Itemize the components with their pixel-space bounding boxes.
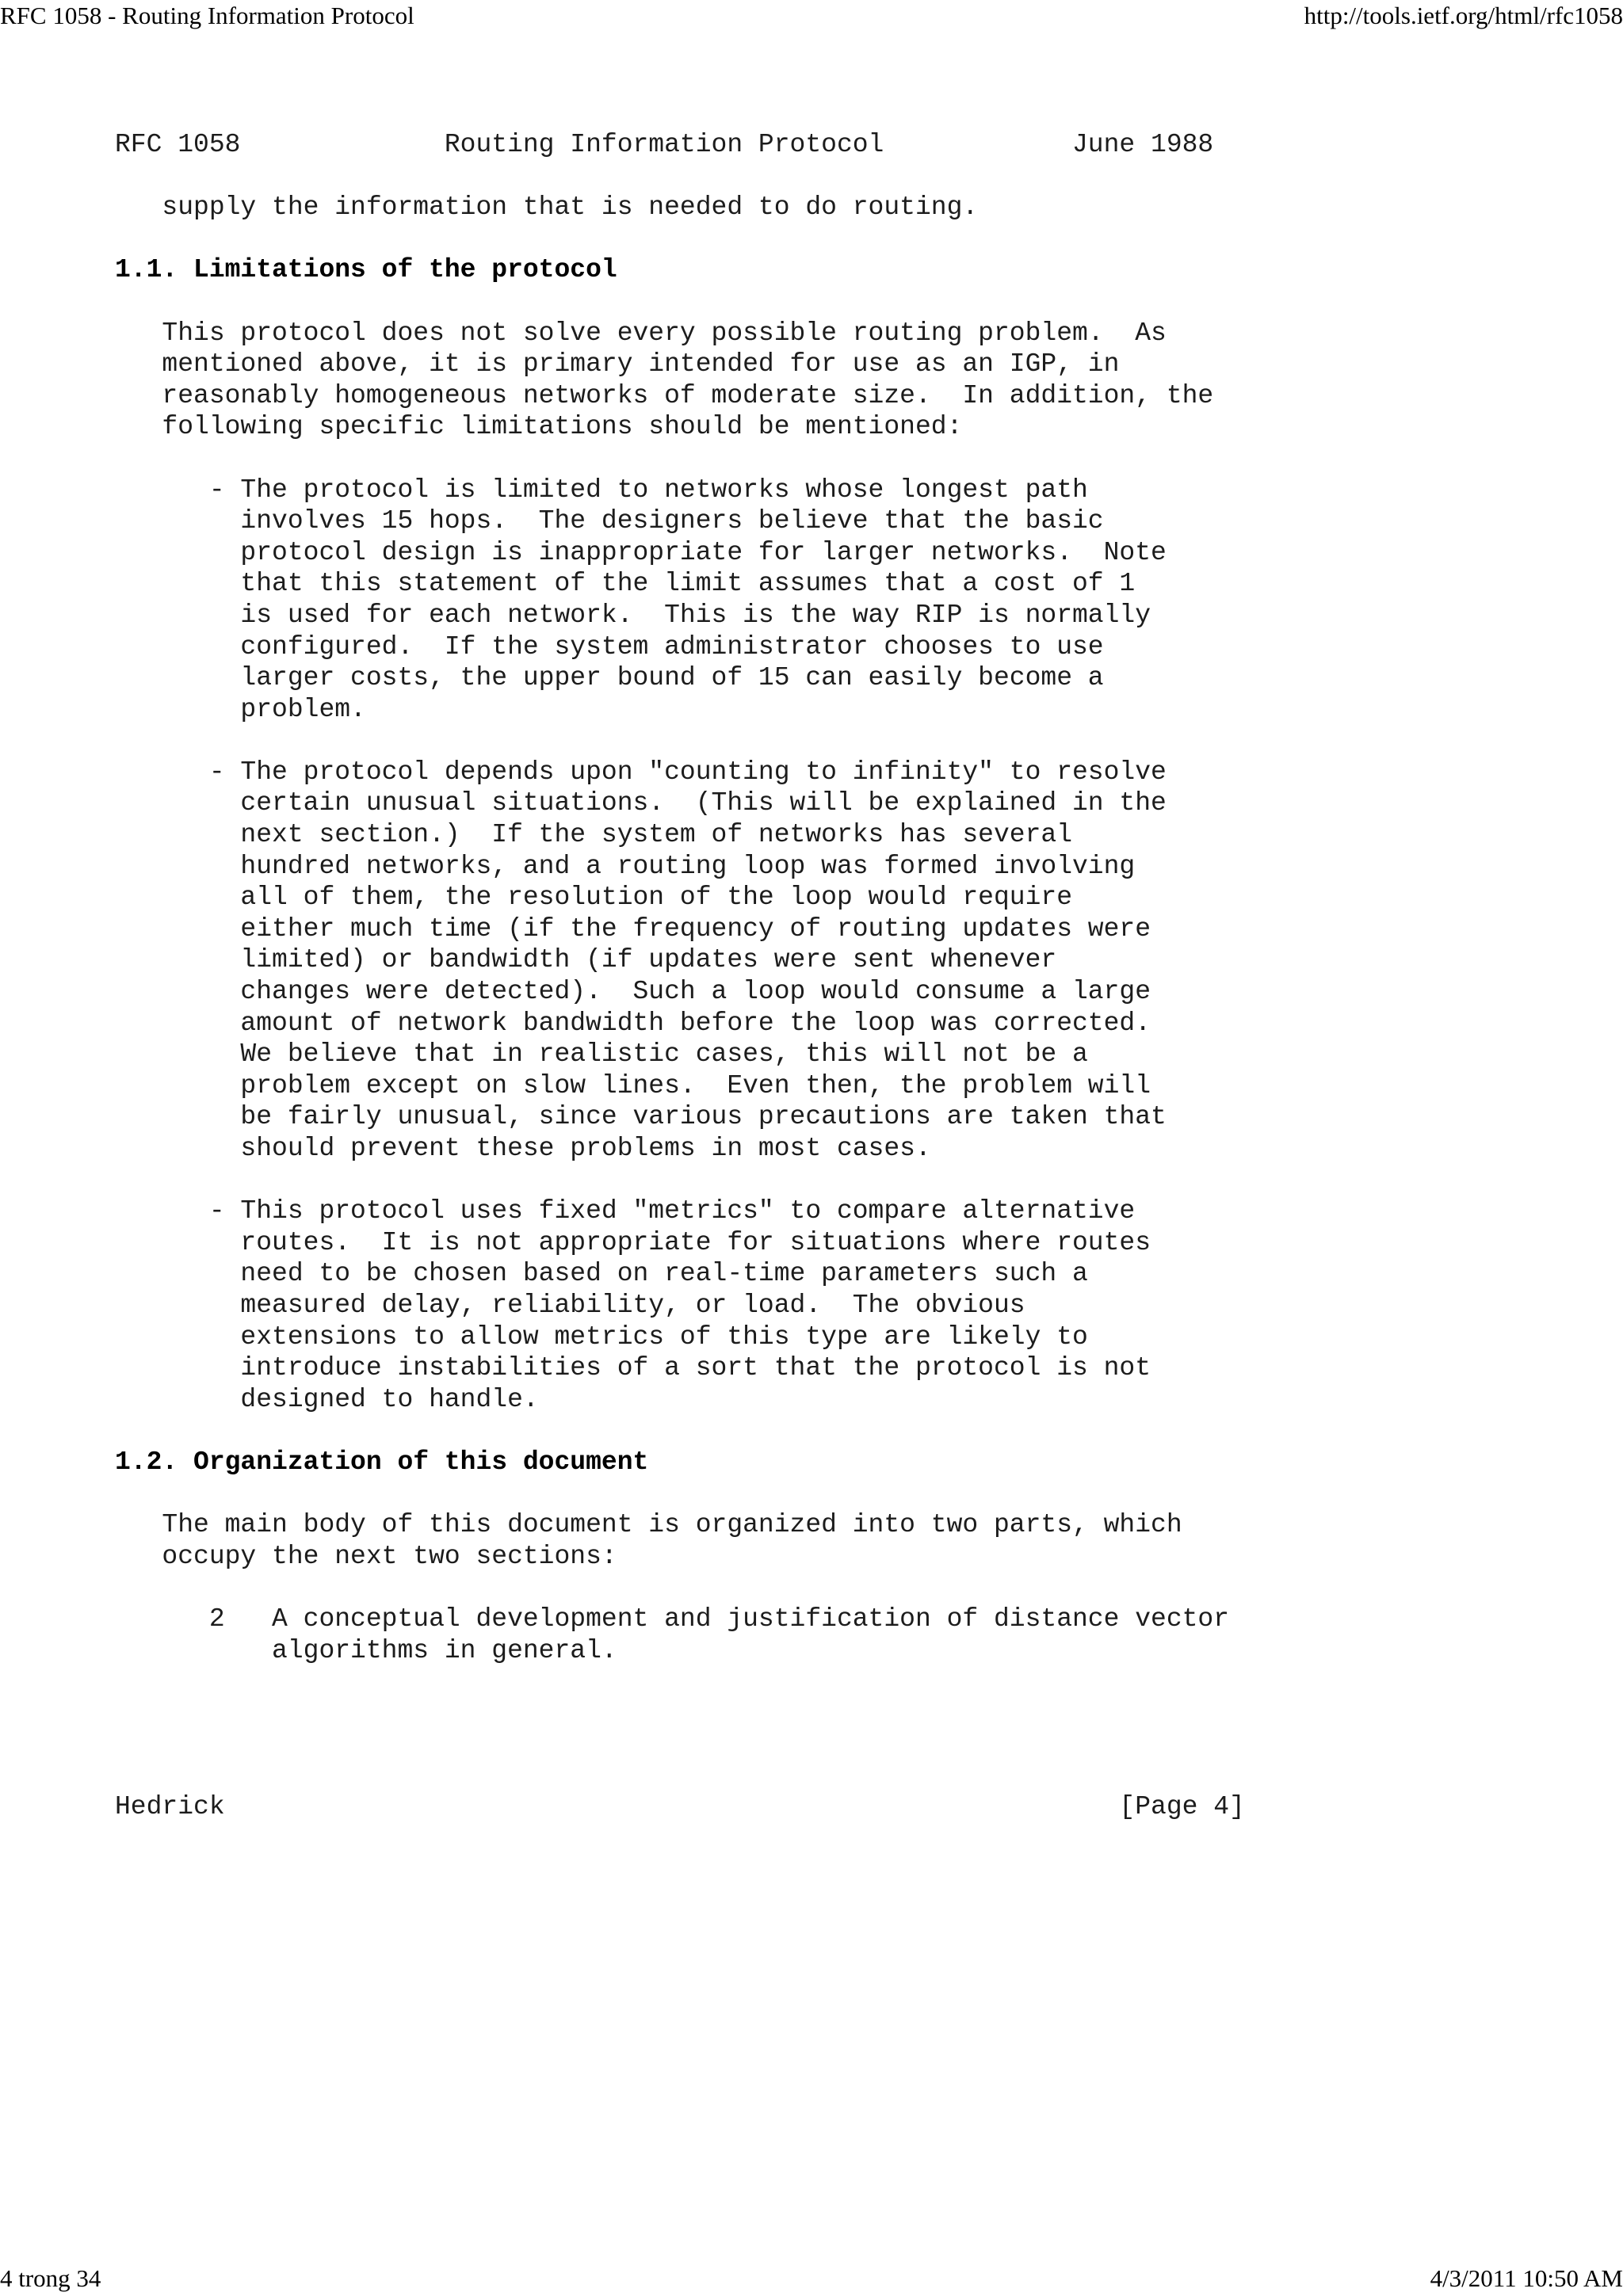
document-line: that this statement of the limit assumes that a cost of 1 <box>115 569 1136 599</box>
document-line: amount of network bandwidth before the loop was corrected. <box>115 1008 1151 1038</box>
document-line: either much time (if the frequency of routing updates were <box>115 913 1151 944</box>
print-header <box>0 0 1623 32</box>
blank-line <box>115 1698 1557 1730</box>
document-line: designed to handle. <box>115 1384 539 1414</box>
blank-line <box>115 286 1557 318</box>
document-line: introduce instabilities of a sort that the protocol is not <box>115 1353 1151 1383</box>
rfc-document-body <box>115 129 1557 1823</box>
document-line: protocol design is inappropriate for larger networks. Note <box>115 537 1167 567</box>
running-footer: Hedrick [Page 4] <box>115 1792 1245 1822</box>
document-line: measured delay, reliability, or load. The obvious <box>115 1290 1025 1320</box>
document-line: involves 15 hops. The designers believe that the basic <box>115 506 1104 536</box>
blank-line <box>115 1415 1557 1447</box>
document-line: limited) or bandwidth (if updates were sent whenever <box>115 945 1057 975</box>
section-heading: 1.1. Limitations of the protocol <box>115 255 617 285</box>
document-line: changes were detected). Such a loop would consume a large <box>115 977 1151 1007</box>
document-line: problem. <box>115 694 366 724</box>
print-header-url: http://tools.ietf.org/html/rfc1058 <box>1304 2 1623 29</box>
blank-line <box>115 1165 1557 1196</box>
document-line: mentioned above, it is primary intended for use as an IGP, in <box>115 349 1120 379</box>
blank-line <box>115 1729 1557 1760</box>
document-line: - The protocol depends upon "counting to infinity" to resolve <box>115 757 1167 787</box>
document-line: reasonably homogeneous networks of moderate size. In addition, the <box>115 380 1214 410</box>
section-heading: 1.2. Organization of this document <box>115 1447 649 1477</box>
blank-line <box>115 443 1557 475</box>
document-line: larger costs, the upper bound of 15 can easily become a <box>115 663 1104 693</box>
blank-line <box>115 161 1557 193</box>
document-line: occupy the next two sections: <box>115 1541 617 1571</box>
document-line: certain unusual situations. (This will be explained in the <box>115 788 1167 818</box>
blank-line <box>115 1666 1557 1698</box>
blank-line <box>115 1478 1557 1510</box>
document-line: following specific limitations should be mentioned: <box>115 412 963 442</box>
document-line: should prevent these problems in most cases. <box>115 1134 931 1163</box>
print-footer <box>0 2263 1623 2294</box>
document-line: The main body of this document is organized into two parts, which <box>115 1510 1182 1540</box>
document-line: algorithms in general. <box>115 1635 617 1665</box>
document-line: next section.) If the system of networks has several <box>115 820 1072 850</box>
blank-line <box>115 1760 1557 1792</box>
document-line: - This protocol uses fixed "metrics" to compare alternative <box>115 1196 1136 1226</box>
blank-line <box>115 223 1557 255</box>
document-line: hundred networks, and a routing loop was formed involving <box>115 851 1136 881</box>
document-line: problem except on slow lines. Even then, the problem will <box>115 1070 1151 1100</box>
document-line: routes. It is not appropriate for situations where routes <box>115 1227 1151 1257</box>
document-line: This protocol does not solve every possible routing problem. As <box>115 318 1167 348</box>
print-footer-timestamp: 4/3/2011 10:50 AM <box>1430 2264 1623 2292</box>
document-line: be fairly unusual, since various precautions are taken that <box>115 1102 1167 1132</box>
document-line: 2 A conceptual development and justification of distance vector <box>115 1604 1230 1634</box>
document-line: We believe that in realistic cases, this will not be a <box>115 1039 1088 1070</box>
print-footer-page-counter: 4 trong 34 <box>0 2264 101 2292</box>
document-line: is used for each network. This is the way RIP is normally <box>115 600 1151 630</box>
running-header: RFC 1058 Routing Information Protocol June 1988 <box>115 130 1214 159</box>
document-line: all of them, the resolution of the loop would require <box>115 883 1072 913</box>
document-line: extensions to allow metrics of this type are likely to <box>115 1322 1088 1352</box>
document-line: configured. If the system administrator chooses to use <box>115 631 1104 662</box>
blank-line <box>115 1572 1557 1604</box>
document-line: need to be chosen based on real-time parameters such a <box>115 1259 1088 1289</box>
document-line: supply the information that is needed to do routing. <box>115 193 979 223</box>
print-header-title: RFC 1058 - Routing Information Protocol <box>0 2 414 29</box>
document-line: - The protocol is limited to networks whose longest path <box>115 475 1088 505</box>
blank-line <box>115 725 1557 757</box>
